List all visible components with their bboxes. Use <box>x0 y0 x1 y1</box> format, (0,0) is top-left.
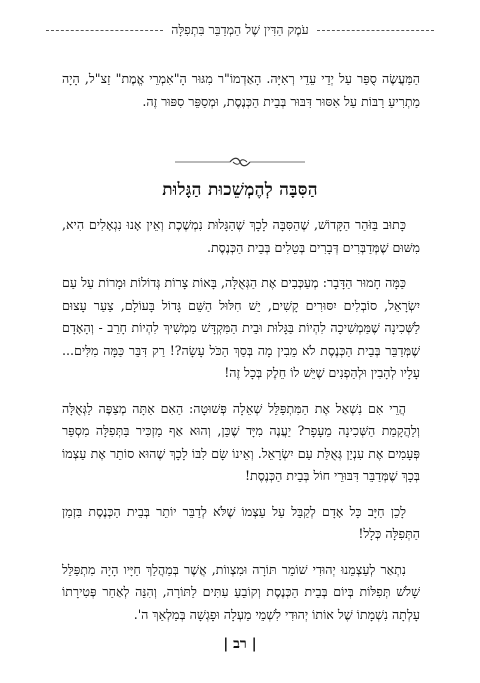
intro-paragraph: הַמַּעֲשֶׂה סֻפַּר עַל יְדֵי עֵדֵי רְאִיָּה. הָאַדְמוֹ"ר מִגּוּר הָ"אִמְרֵי אֱמֶת" זַצ"ל, הָיָה מַתְרִיעַ רַבּוֹת עַל אִסּוּר דִּבּוּר בְּבֵית הַכְּנֶסֶת, וּמְסַפֵּר סִפּוּר זֶה. <box>62 71 420 109</box>
body-paragraph-1: כָּתוּב בַּזֹּהַר הַקָּדוֹשׁ, שֶׁהַסִּבָּה לָכָךְ שֶׁהַגָּלוּת נִמְשֶׁכֶת וְאֵין אָנוּ נִגְאָלִים הִיא, מִשּׁוּם שֶׁמְּדַבְּרִים דְּבָרִים בְּטֵלִים בְּבֵית הַכְּנֶסֶת. <box>62 217 420 255</box>
body-paragraph-2: כַּמָּה חָמוּר הַדָּבָר: מְעַכְּבִים אֶת הַגְּאֻלָּה, בָּאוֹת צָרוֹת גְּדוֹלוֹת וּמָרוֹת עַל עַם יִשְׂרָאֵל, סוֹבְלִים יִסּוּרִים קָשִׁים, יֵשׁ חִלּוּל הַשֵּׁם גָּדוֹל בָּעוֹלָם, צַעַר עָצוּם לַשְּׁכִינָה שֶׁמַּמְשִׁיכָה לִהְיוֹת בַּגָּלוּת וּבֵית הַמִּקְדָּשׁ מַמְשִׁיךְ לִהְיוֹת חָרֵב - וְהָאָדָם שֶׁמְּדַבֵּר בְּבֵית הַכְּנֶסֶת לֹא מֵבִין מָה בְּסַךְ הַכֹּל עָשָׂה?! רַק דִּבֵּר כַּמָּה מִלִּים... עָלָיו לְהָבִין וּלְהַפְנִים שֶׁיֵּשׁ לוֹ חֵלֶק בְּכָל זֶה! <box>62 275 420 380</box>
running-header <box>46 20 434 40</box>
body-text <box>62 214 420 626</box>
section-heading: הַסִּבָּה לְהֶמְשֵׁכוּת הַגָּלוּת <box>162 180 318 200</box>
intro-block <box>62 68 420 113</box>
running-title: עֹמֶק הַדִּין שֶׁל הַמְדַבֵּר בִּתְפִלָּה <box>171 22 309 37</box>
page-number: | רב | <box>223 636 257 652</box>
header-rule-left <box>46 30 163 31</box>
body-paragraph-5: נִתְאַר לְעַצְמֵנוּ יְהוּדִי שׁוֹמֵר תּוֹרָה וּמִצְווֹת, אֲשֶׁר בְּמַהֲלַךְ חַיָּיו הָיָה מִתְפַּלֵּל שָׁלֹשׁ תְּפִלּוֹת בְּיוֹם בְּבֵית הַכְּנֶסֶת וְקוֹבֵעַ עִתִּים לַתּוֹרָה, וְהִנֵּה לְאַחַר פְּטִירָתוֹ עָלְתָה נִשְׁמָתוֹ שֶׁל אוֹתוֹ יְהוּדִי לִשְׁמֵי מַעְלָה וּפָגְשָׁה בְּמַלְאַךְ ה'. <box>62 561 420 622</box>
body-paragraph-4: לָכֵן חַיָּב כָּל אָדָם לְקַבֵּל עַל עַצְמוֹ שֶׁלֹּא לְדַבֵּר יוֹתֵר בְּבֵית הַכְּנֶסֶת בִּזְמַן הַתְּפִלָּה כְּלָל! <box>62 503 420 541</box>
ornament-divider-icon <box>175 155 305 169</box>
header-rule-right <box>317 30 434 31</box>
body-paragraph-3: הֲרֵי אִם נִשְׁאַל אֶת הַמִּתְפַּלֵּל שְׁאֵלָה פְּשׁוּטָה: הַאִם אַתָּה מְצַפֶּה לַגְּאֻלָּה וְלַהֲקָמַת הַשְּׁכִינָה מֵעָפָר? יַעֲנֶה מִיָּד שֶׁכֵּן, וְהוּא אַף מַזְכִּיר בַּתְּפִלָּה מִסְפַּר פְּעָמִים אֶת עִנְיַן גְּאֻלַּת עַם יִשְׂרָאֵל. וְאֵינוֹ שָׂם לִבּוֹ לָכָךְ שֶׁהוּא סוֹתֵר אֶת עַצְמוֹ בְּכָךְ שֶׁמְּדַבֵּר דִּבּוּרֵי חוֹל בְּבֵית הַכְּנֶסֶת! <box>62 400 420 483</box>
